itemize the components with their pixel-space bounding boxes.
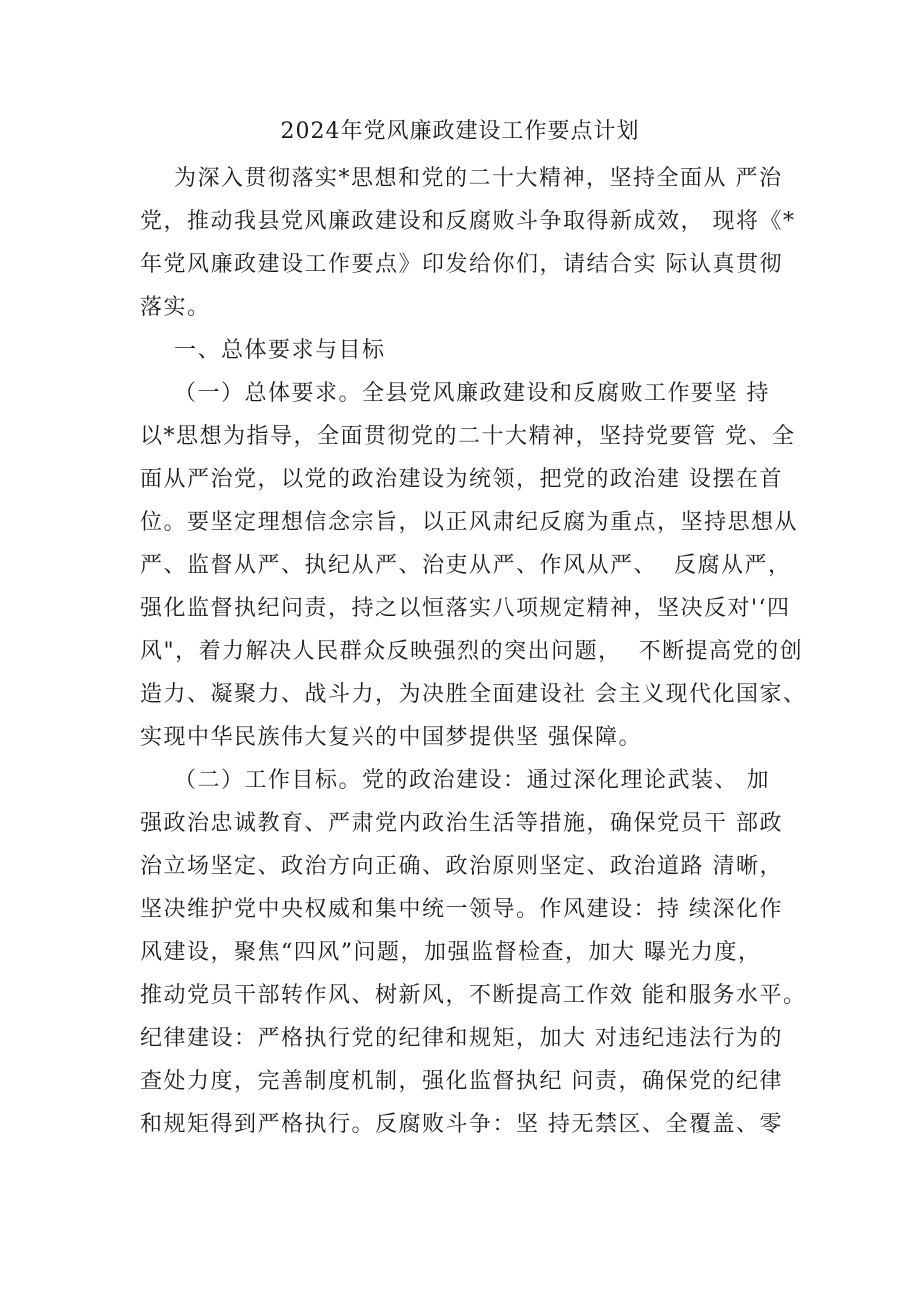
- body-line: 推动党员干部转作风、树新风，不断提高工作效 能和服务水平。: [140, 983, 807, 1008]
- body-line: 落实。: [140, 295, 211, 320]
- body-line: 强化监督执纪问责，持之以恒落实八项规定精神，坚决反对'‘四: [140, 596, 791, 621]
- body-line: 造力、凝聚力、战斗力，为决胜全面建设社 会主义现代化国家、: [140, 682, 807, 707]
- body-line: （二）工作目标。党的政治建设：通过深化理论武装、 加: [140, 768, 770, 793]
- body-line: 严、监督从严、执纪从严、治吏从严、作风从严、 反腐从严，: [140, 553, 792, 578]
- body-line: （一）总体要求。全县党风廉政建设和反腐败工作要坚 持: [140, 381, 770, 406]
- body-line: 以*思想为指导，全面贯彻党的二十大精神，坚持党要管 党、全: [140, 424, 796, 449]
- body-line: 风建设，聚焦“四风”问题，加强监督检查，加大 曝光力度，: [140, 940, 762, 965]
- body-line: 党，推动我县党风廉政建设和反腐败斗争取得新成效， 现将《*: [140, 209, 796, 234]
- document-title: 2024年党风廉政建设工作要点计划: [280, 119, 640, 144]
- body-line: 位。要坚定理想信念宗旨，以正风肃纪反腐为重点，坚持思想从: [140, 510, 799, 535]
- body-line: 风"，着力解决人民群众反映强烈的突出问题， 不断提高党的创: [140, 639, 804, 664]
- body-line: 为深入贯彻落实*思想和党的二十大精神，坚持全面从 严治: [140, 166, 783, 191]
- section-heading: 一、总体要求与目标: [140, 338, 386, 363]
- body-line: 治立场坚定、政治方向正确、政治原则坚定、政治道路 清晰，: [140, 854, 783, 879]
- body-line: 实现中华民族伟大复兴的中国梦提供坚 强保障。: [140, 725, 642, 750]
- body-line: 查处力度，完善制度机制，强化监督执纪 问责，确保党的纪律: [140, 1069, 783, 1094]
- body-line: 面从严治党，以党的政治建设为统领，把党的政治建 设摆在首: [140, 467, 783, 492]
- body-line: 坚决维护党中央权威和集中统一领导。作风建设：持 续深化作: [140, 897, 783, 922]
- body-line: 和规矩得到严格执行。反腐败斗争：坚 持无禁区、全覆盖、零: [140, 1112, 783, 1137]
- body-line: 强政治忠诚教育、严肃党内政治生活等措施，确保党员干 部政: [140, 811, 783, 836]
- body-line: 纪律建设：严格执行党的纪律和规矩，加大 对违纪违法行为的: [140, 1026, 783, 1051]
- body-line: 年党风廉政建设工作要点》印发给你们，请结合实 际认真贯彻: [140, 252, 783, 277]
